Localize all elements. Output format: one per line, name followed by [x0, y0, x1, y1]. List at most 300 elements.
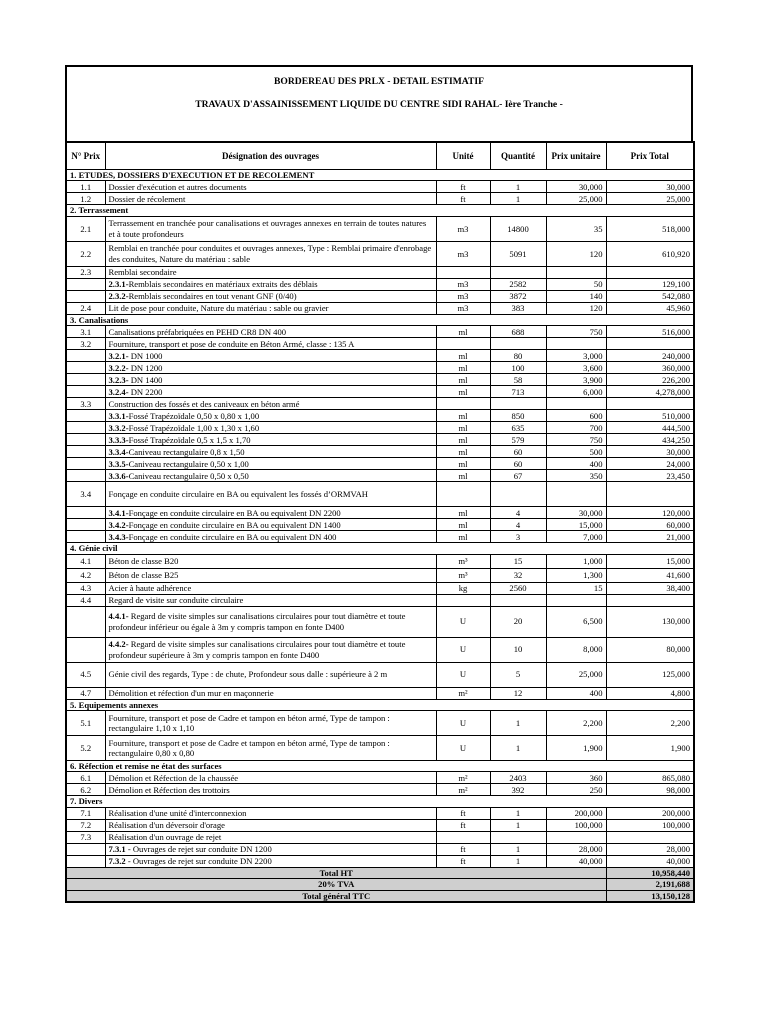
row-designation — [105, 290, 436, 302]
row-designation — [105, 434, 436, 446]
row-unit: m3 — [436, 241, 490, 266]
row-designation — [105, 350, 436, 362]
table-row — [66, 386, 694, 398]
table-row — [66, 362, 694, 374]
row-item-code: 3.3.5- — [108, 458, 129, 469]
table-row — [66, 831, 694, 843]
row-total: 23,450 — [606, 470, 694, 482]
table-row — [66, 594, 694, 606]
row-number — [66, 470, 105, 482]
row-unit: ml — [436, 470, 490, 482]
row-number: 7.1 — [66, 807, 105, 819]
section-row — [66, 699, 694, 710]
row-item-code: 3.4.3- — [108, 531, 129, 542]
row-designation: Fourniture, transport et pose de conduite en Béton Armé, classe : 135 A — [105, 338, 436, 350]
row-quantity: 1 — [490, 193, 546, 205]
row-designation — [105, 843, 436, 855]
totals-row — [66, 879, 694, 890]
row-quantity: 100 — [490, 362, 546, 374]
row-unit-price: 1,900 — [546, 736, 606, 761]
section-label: 3. Canalisations — [66, 314, 694, 325]
row-number: 1.1 — [66, 181, 105, 193]
row-unit: U — [436, 662, 490, 687]
row-unit: m² — [436, 687, 490, 699]
row-number: 2.4 — [66, 302, 105, 314]
row-total: 510,000 — [606, 410, 694, 422]
row-unit-price — [546, 398, 606, 410]
row-unit: ml — [436, 458, 490, 470]
row-total: 38,400 — [606, 582, 694, 594]
table-row — [66, 302, 694, 314]
row-unit-price: 30,000 — [546, 181, 606, 193]
table-row — [66, 241, 694, 266]
row-unit-price: 15 — [546, 582, 606, 594]
row-total: 30,000 — [606, 181, 694, 193]
row-quantity: 1 — [490, 181, 546, 193]
row-designation: Remblai secondaire — [105, 266, 436, 278]
row-quantity: 20 — [490, 606, 546, 637]
table-row — [66, 637, 694, 662]
row-unit: kg — [436, 582, 490, 594]
row-total: 434,250 — [606, 434, 694, 446]
row-number — [66, 446, 105, 458]
table-row — [66, 338, 694, 350]
totals-label: Total HT — [66, 867, 606, 878]
row-unit: ft — [436, 193, 490, 205]
row-number — [66, 350, 105, 362]
table-row — [66, 662, 694, 687]
row-designation: Réalisation d'un déversoir d'orage — [105, 819, 436, 831]
row-unit: m² — [436, 784, 490, 796]
row-total: 28,000 — [606, 843, 694, 855]
row-number — [66, 410, 105, 422]
row-total: 240,000 — [606, 350, 694, 362]
row-number — [66, 531, 105, 543]
row-item-code: 3.2.3- — [108, 374, 129, 385]
row-unit-price: 250 — [546, 784, 606, 796]
row-designation — [105, 855, 436, 867]
row-designation-text: DN 1000 — [128, 350, 163, 361]
row-item-code: 3.3.1- — [108, 410, 129, 421]
row-number — [66, 290, 105, 302]
row-unit: ml — [436, 326, 490, 338]
row-designation — [105, 446, 436, 458]
row-designation-text: DN 1200 — [128, 362, 163, 373]
row-designation — [105, 531, 436, 543]
row-designation: Construction des fossés et des caniveaux en béton armé — [105, 398, 436, 410]
row-number — [66, 386, 105, 398]
row-designation — [105, 606, 436, 637]
row-unit-price: 50 — [546, 278, 606, 290]
row-unit: m³ — [436, 554, 490, 568]
row-total: 40,000 — [606, 855, 694, 867]
row-number — [66, 606, 105, 637]
row-unit: m³ — [436, 568, 490, 582]
section-row — [66, 170, 694, 181]
row-number — [66, 507, 105, 519]
row-item-code: 3.2.2- — [108, 362, 129, 373]
row-unit-price: 100,000 — [546, 819, 606, 831]
section-label: 2. Terrassement — [66, 205, 694, 216]
col-header-unit-price: Prix unitaire — [546, 142, 606, 170]
col-header-num: N° Prix — [66, 142, 105, 170]
row-total: 98,000 — [606, 784, 694, 796]
row-quantity — [490, 831, 546, 843]
row-unit: ft — [436, 843, 490, 855]
row-number: 7.3 — [66, 831, 105, 843]
estimate-sheet — [65, 65, 693, 903]
row-unit: ml — [436, 350, 490, 362]
row-number — [66, 855, 105, 867]
row-unit: m3 — [436, 278, 490, 290]
totals-label: 20% TVA — [66, 879, 606, 890]
row-unit: ml — [436, 507, 490, 519]
row-designation-text: DN 2200 — [128, 386, 163, 397]
row-designation: Fourniture, transport et pose de Cadre et tampon en béton armé, Type de tampon : rectangulaire 1,10 x 1,10 — [105, 711, 436, 736]
totals-value: 13,150,128 — [606, 890, 694, 902]
row-total: 41,600 — [606, 568, 694, 582]
table-row — [66, 290, 694, 302]
row-quantity: 4 — [490, 519, 546, 531]
row-designation — [105, 362, 436, 374]
table-row — [66, 266, 694, 278]
row-designation-text: Fossé Trapézoïdale 1,00 x 1,30 x 1,60 — [128, 422, 260, 433]
row-total: 21,000 — [606, 531, 694, 543]
row-number: 4.7 — [66, 687, 105, 699]
table-row — [66, 687, 694, 699]
row-unit-price: 2,200 — [546, 711, 606, 736]
row-total: 865,080 — [606, 772, 694, 784]
row-designation — [105, 470, 436, 482]
row-unit-price: 28,000 — [546, 843, 606, 855]
row-unit-price: 400 — [546, 687, 606, 699]
row-total — [606, 482, 694, 507]
table-row — [66, 482, 694, 507]
table-row — [66, 193, 694, 205]
table-row — [66, 855, 694, 867]
document-subtitle: TRAVAUX D'ASSAINISSEMENT LIQUIDE DU CENTRE SIDI RAHAL- Ière Tranche - — [195, 99, 563, 110]
row-unit-price — [546, 831, 606, 843]
table-row — [66, 410, 694, 422]
table-row — [66, 434, 694, 446]
row-designation — [105, 278, 436, 290]
totals-row — [66, 890, 694, 902]
row-number — [66, 434, 105, 446]
row-unit: U — [436, 606, 490, 637]
table-row — [66, 711, 694, 736]
row-designation-text: Fossé Trapézoïdale 0,5 x 1,5 x 1,70 — [128, 434, 251, 445]
row-unit-price — [546, 594, 606, 606]
row-total: 226,200 — [606, 374, 694, 386]
row-unit-price: 25,000 — [546, 193, 606, 205]
col-header-total: Prix Total — [606, 142, 694, 170]
row-designation: Fourniture, transport et pose de Cadre et tampon en béton armé, Type de tampon : rectangulaire 0,80 x 0,80 — [105, 736, 436, 761]
table-row — [66, 181, 694, 193]
row-quantity: 392 — [490, 784, 546, 796]
row-unit-price: 8,000 — [546, 637, 606, 662]
row-number: 4.1 — [66, 554, 105, 568]
col-header-unit: Unité — [436, 142, 490, 170]
row-item-code: 3.2.4- — [108, 386, 129, 397]
row-number: 7.2 — [66, 819, 105, 831]
table-row — [66, 278, 694, 290]
row-unit — [436, 338, 490, 350]
row-total: 120,000 — [606, 507, 694, 519]
row-designation: Dossier de récolement — [105, 193, 436, 205]
row-designation-text: Fonçage en conduite circulaire en BA ou equivalent DN 2200 — [128, 507, 341, 518]
row-unit: ml — [436, 519, 490, 531]
section-row — [66, 543, 694, 554]
row-number: 2.3 — [66, 266, 105, 278]
row-quantity: 10 — [490, 637, 546, 662]
row-quantity: 60 — [490, 446, 546, 458]
row-item-code: 7.3.1 — [108, 844, 126, 855]
row-designation: Démolion et Réfection des trottoirs — [105, 784, 436, 796]
row-unit — [436, 398, 490, 410]
row-total: 200,000 — [606, 807, 694, 819]
row-item-code: 4.4.2- — [108, 639, 129, 650]
row-designation-text: - Ouvrages de rejet sur conduite DN 1200 — [125, 844, 272, 855]
row-designation — [105, 410, 436, 422]
row-designation-text: DN 1400 — [128, 374, 163, 385]
row-number — [66, 374, 105, 386]
row-unit — [436, 266, 490, 278]
section-label: 6. Réfection et remise ne état des surfaces — [66, 761, 694, 772]
row-designation: Démolion et Réfection de la chaussée — [105, 772, 436, 784]
row-quantity: 15 — [490, 554, 546, 568]
row-designation — [105, 386, 436, 398]
row-item-code: 3.3.4- — [108, 446, 129, 457]
row-designation-text: Fonçage en conduite circulaire en BA ou equivalent DN 400 — [128, 531, 337, 542]
row-quantity: 60 — [490, 458, 546, 470]
table-row — [66, 458, 694, 470]
row-number: 3.2 — [66, 338, 105, 350]
row-number — [66, 458, 105, 470]
row-designation — [105, 422, 436, 434]
row-quantity: 688 — [490, 326, 546, 338]
row-unit: ft — [436, 855, 490, 867]
row-quantity: 2403 — [490, 772, 546, 784]
row-number — [66, 422, 105, 434]
row-unit: ml — [436, 410, 490, 422]
row-total — [606, 831, 694, 843]
row-total — [606, 338, 694, 350]
row-number — [66, 637, 105, 662]
row-unit: ft — [436, 181, 490, 193]
row-total: 542,080 — [606, 290, 694, 302]
row-designation: Terrassement en tranchée pour canalisations et ouvrages annexes en terrain de toutes natures et à toute profondeurs — [105, 216, 436, 241]
row-quantity — [490, 482, 546, 507]
row-item-code: 3.4.1- — [108, 507, 129, 518]
row-unit-price: 6,500 — [546, 606, 606, 637]
row-number: 5.2 — [66, 736, 105, 761]
table-row — [66, 531, 694, 543]
row-number — [66, 843, 105, 855]
row-quantity: 1 — [490, 819, 546, 831]
col-header-qty: Quantité — [490, 142, 546, 170]
row-designation-text: Fonçage en conduite circulaire en BA ou equivalent DN 1400 — [128, 519, 341, 530]
document-header — [65, 65, 693, 141]
row-total: 518,000 — [606, 216, 694, 241]
row-total: 24,000 — [606, 458, 694, 470]
table-row — [66, 807, 694, 819]
row-designation: Dossier d'exécution et autres documents — [105, 181, 436, 193]
row-unit: ml — [436, 531, 490, 543]
row-number: 4.2 — [66, 568, 105, 582]
row-quantity: 1 — [490, 843, 546, 855]
table-row — [66, 350, 694, 362]
estimate-table — [65, 141, 695, 903]
row-designation-text: Caniveau rectangulaire 0,50 x 1,00 — [128, 458, 249, 469]
row-quantity: 1 — [490, 736, 546, 761]
row-total: 45,960 — [606, 302, 694, 314]
row-total: 129,100 — [606, 278, 694, 290]
row-designation: Béton de classe B20 — [105, 554, 436, 568]
row-total: 4,278,000 — [606, 386, 694, 398]
row-unit-price: 6,000 — [546, 386, 606, 398]
row-quantity — [490, 338, 546, 350]
row-designation: Réalisation d'un ouvrage de rejet — [105, 831, 436, 843]
row-number — [66, 519, 105, 531]
table-row — [66, 216, 694, 241]
row-designation-text: Regard de visite simples sur canalisations circulaires pour tout diamètre et toute profondeur supérieure à 3m y compris tampon en fonte D400 — [108, 639, 406, 660]
row-unit: ft — [436, 807, 490, 819]
row-total: 610,920 — [606, 241, 694, 266]
row-quantity: 58 — [490, 374, 546, 386]
section-label: 7. Divers — [66, 796, 694, 807]
row-designation: Remblai en tranchée pour conduites et ouvrages annexes, Type : Remblai primaire d'enrobage des conduites, Nature du matériau : sable — [105, 241, 436, 266]
row-quantity: 2560 — [490, 582, 546, 594]
row-designation-text: Caniveau rectangulaire 0,8 x 1,50 — [128, 446, 245, 457]
row-quantity: 80 — [490, 350, 546, 362]
row-quantity: 1 — [490, 807, 546, 819]
row-total — [606, 266, 694, 278]
document-title: BORDEREAU DES PRLX - DETAIL ESTIMATIF — [274, 76, 484, 87]
row-unit-price: 30,000 — [546, 507, 606, 519]
row-quantity: 635 — [490, 422, 546, 434]
row-quantity: 579 — [490, 434, 546, 446]
section-label: 5. Equipements annexes — [66, 699, 694, 710]
row-number: 1.2 — [66, 193, 105, 205]
row-number: 3.4 — [66, 482, 105, 507]
row-quantity: 850 — [490, 410, 546, 422]
row-unit: U — [436, 711, 490, 736]
row-item-code: 2.3.1- — [108, 279, 129, 290]
row-designation-text: Caniveau rectangulaire 0,50 x 0,50 — [128, 470, 249, 481]
row-unit-price: 120 — [546, 302, 606, 314]
row-quantity — [490, 266, 546, 278]
table-row — [66, 507, 694, 519]
totals-row — [66, 867, 694, 878]
row-unit: ml — [436, 374, 490, 386]
row-unit-price: 400 — [546, 458, 606, 470]
row-quantity: 2582 — [490, 278, 546, 290]
table-row — [66, 606, 694, 637]
row-designation: Lit de pose pour conduite, Nature du matériau : sable ou gravier — [105, 302, 436, 314]
table-row — [66, 843, 694, 855]
row-total: 80,000 — [606, 637, 694, 662]
totals-value: 10,958,440 — [606, 867, 694, 878]
row-unit: U — [436, 637, 490, 662]
row-unit-price: 200,000 — [546, 807, 606, 819]
row-total — [606, 594, 694, 606]
row-unit-price: 750 — [546, 326, 606, 338]
row-unit — [436, 482, 490, 507]
row-total: 444,500 — [606, 422, 694, 434]
table-row — [66, 568, 694, 582]
row-quantity — [490, 398, 546, 410]
row-designation: Canalisations préfabriquées en PEHD CR8 DN 400 — [105, 326, 436, 338]
section-row — [66, 761, 694, 772]
row-item-code: 2.3.2- — [108, 291, 129, 302]
row-total: 15,000 — [606, 554, 694, 568]
row-unit-price: 700 — [546, 422, 606, 434]
row-designation — [105, 507, 436, 519]
row-unit-price: 1,000 — [546, 554, 606, 568]
row-unit-price: 1,300 — [546, 568, 606, 582]
row-total: 1,900 — [606, 736, 694, 761]
row-designation: Acier à haute adhérence — [105, 582, 436, 594]
row-unit-price: 15,000 — [546, 519, 606, 531]
row-designation — [105, 458, 436, 470]
row-number: 6.2 — [66, 784, 105, 796]
row-quantity: 3872 — [490, 290, 546, 302]
row-total: 2,200 — [606, 711, 694, 736]
row-total: 4,800 — [606, 687, 694, 699]
row-unit: ml — [436, 386, 490, 398]
row-total: 360,000 — [606, 362, 694, 374]
row-unit-price: 25,000 — [546, 662, 606, 687]
col-header-designation: Désignation des ouvrages — [105, 142, 436, 170]
row-designation — [105, 519, 436, 531]
row-total: 130,000 — [606, 606, 694, 637]
row-number: 2.1 — [66, 216, 105, 241]
row-unit: m3 — [436, 290, 490, 302]
totals-value: 2,191,688 — [606, 879, 694, 890]
row-designation-text: Fossé Trapézoïdale 0,50 x 0,80 x 1,00 — [128, 410, 260, 421]
table-row — [66, 772, 694, 784]
table-row — [66, 554, 694, 568]
row-designation: Démolition et réfection d'un mur en maçonnerie — [105, 687, 436, 699]
row-unit: U — [436, 736, 490, 761]
row-unit: m² — [436, 772, 490, 784]
row-unit-price: 120 — [546, 241, 606, 266]
row-total: 30,000 — [606, 446, 694, 458]
row-designation-text: Regard de visite simples sur canalisations circulaires pour tout diamètre et toute profondeur inférieur ou égale à 3m y compris tampon en fonte D400 — [108, 611, 406, 632]
table-row — [66, 422, 694, 434]
table-row — [66, 398, 694, 410]
row-unit — [436, 594, 490, 606]
section-row — [66, 796, 694, 807]
row-unit-price — [546, 482, 606, 507]
row-quantity: 5091 — [490, 241, 546, 266]
row-unit-price: 3,600 — [546, 362, 606, 374]
row-quantity: 5 — [490, 662, 546, 687]
row-total — [606, 398, 694, 410]
row-unit: m3 — [436, 216, 490, 241]
row-quantity: 4 — [490, 507, 546, 519]
row-designation-text: Remblais secondaires en tout venant GNF (0/40) — [128, 291, 297, 302]
row-total: 60,000 — [606, 519, 694, 531]
row-total: 125,000 — [606, 662, 694, 687]
row-quantity: 14800 — [490, 216, 546, 241]
row-item-code: 7.3.2 — [108, 856, 126, 867]
row-number: 2.2 — [66, 241, 105, 266]
row-unit-price: 360 — [546, 772, 606, 784]
table-row — [66, 326, 694, 338]
row-unit-price — [546, 266, 606, 278]
row-unit: ml — [436, 446, 490, 458]
